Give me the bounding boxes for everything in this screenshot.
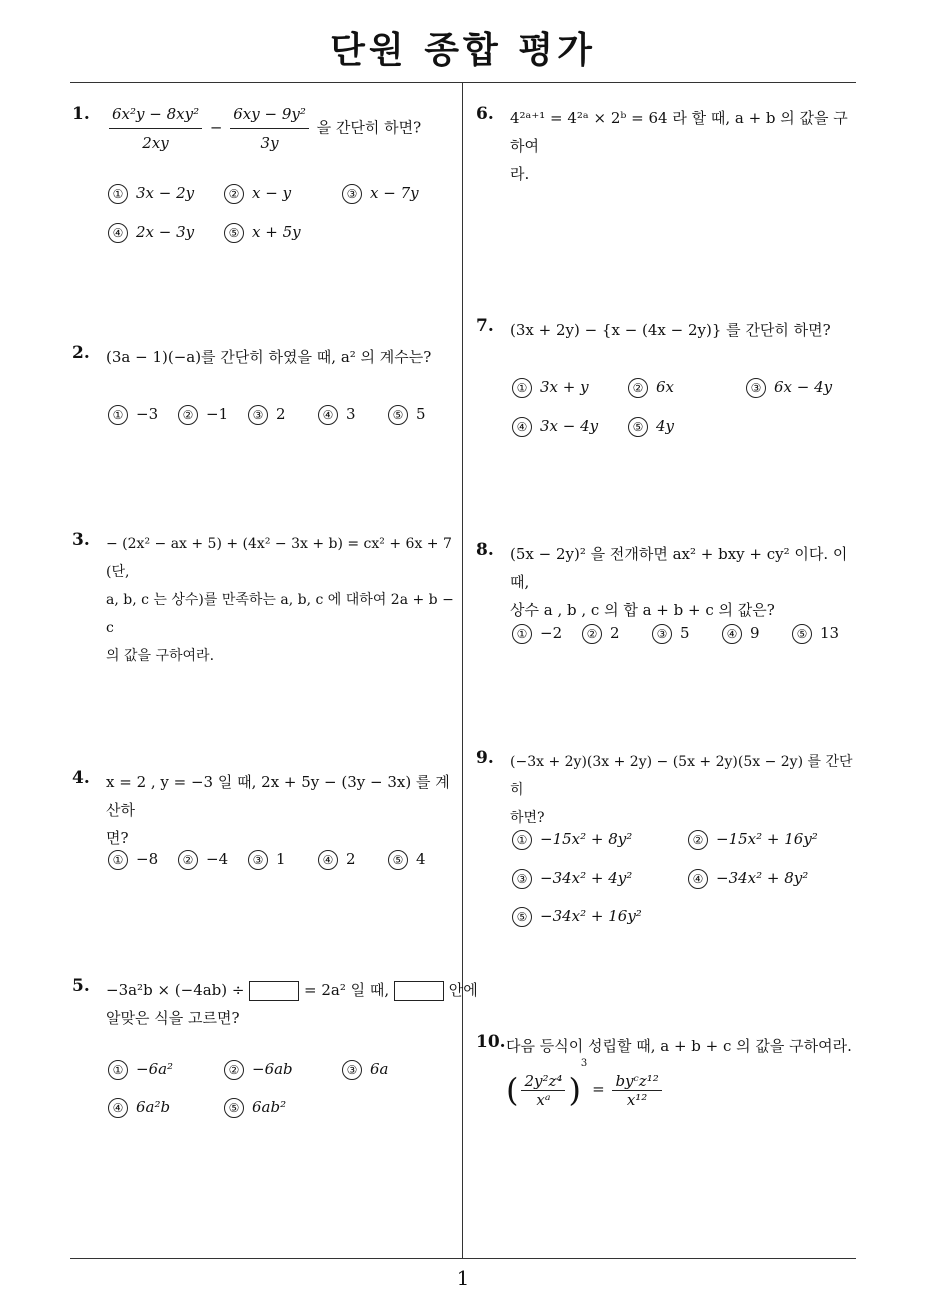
choice-text: −1 [206,405,229,423]
choice-1[interactable] [512,830,632,850]
choice-2[interactable] [582,624,620,644]
fraction [612,1072,661,1109]
question-body [106,100,421,157]
choice-mark: ⑤ [628,417,648,437]
question-line: (5x − 2y)² 을 전개하면 ax² + bxy + cy² 이다. 이때, [510,545,848,591]
choice-mark: ③ [248,850,268,870]
choice-mark: ④ [318,405,338,425]
choice-mark: ④ [512,417,532,437]
question-number: 3. [72,530,90,550]
question-line: 상수 a , b , c 의 합 a + b + c 의 값은? [510,601,775,619]
question-body [510,748,860,832]
denominator: 3y [260,134,279,152]
denominator: 2xy [142,134,169,152]
answer-blank-box [249,981,299,1001]
choice-mark: ⑤ [224,1098,244,1118]
question-body [510,104,860,188]
choice-3[interactable] [512,869,632,889]
choice-mark: ③ [746,378,766,398]
choice-mark: ⑤ [512,907,532,927]
denominator: xᵃ [536,1090,551,1109]
choice-4[interactable] [108,1098,170,1118]
question-number: 8. [476,540,494,560]
choice-2[interactable] [688,830,818,850]
choice-mark: ① [108,405,128,425]
question-number: 1. [72,104,90,124]
denominator: x¹² [626,1090,648,1109]
choice-text: 3x + y [540,378,589,396]
numerator: 6x²y − 8xy² [109,100,202,129]
choice-mark: ④ [108,1098,128,1118]
choice-mark: ④ [318,850,338,870]
question-line: − (2x² − ax + 5) + (4x² − 3x + b) = cx² + 6x + 7 (단, [106,536,452,580]
choice-3[interactable] [746,378,832,398]
question-body [106,530,456,670]
choice-mark: ③ [248,405,268,425]
choice-text: 6a [370,1060,389,1078]
question-line: 면? [106,829,129,847]
question-line: 알맞은 식을 고르면? [106,1009,240,1027]
question-text: (3x + 2y) − {x − (4x − 2y)} 를 간단히 하면? [510,321,831,339]
choice-4[interactable] [688,869,808,889]
choice-mark: ⑤ [224,223,244,243]
choice-3[interactable] [652,624,690,644]
question-line: x = 2 , y = −3 일 때, 2x + 5y − (3y − 3x) 를 계산하 [106,773,450,819]
question-text: 안에 [448,981,478,999]
choice-text: −2 [540,624,563,642]
choice-5[interactable] [224,1098,286,1118]
choice-text: 3 [346,405,356,423]
choice-text: −34x² + 16y² [540,907,642,925]
choice-3[interactable] [248,850,286,870]
choice-3[interactable] [248,405,286,425]
answer-blank-box [394,981,444,1001]
question-line: 의 값을 구하여라. [106,648,215,664]
question-line: 하면? [510,810,545,826]
question-number: 6. [476,104,494,124]
choice-mark: ① [108,1060,128,1080]
choice-text: 2 [610,624,620,642]
choice-1[interactable] [108,184,194,204]
question-line: (−3x + 2y)(3x + 2y) − (5x + 2y)(5x − 2y) 를 간단히 [510,754,853,798]
question-number: 2. [72,343,90,363]
equals-sign: = [592,1080,605,1098]
fraction [230,100,309,157]
choice-text: 4y [656,417,675,435]
fraction [109,100,202,157]
choice-2[interactable] [224,1060,293,1080]
choice-1[interactable] [512,378,589,398]
choice-mark: ⑤ [792,624,812,644]
choice-1[interactable] [512,624,562,644]
choice-text: 5 [416,405,426,423]
fraction [521,1072,565,1109]
right-paren: ) [568,1071,581,1109]
choice-text: −6a² [136,1060,174,1078]
choice-5[interactable] [388,405,426,425]
choice-mark: ⑤ [388,850,408,870]
choice-mark: ① [108,850,128,870]
choice-1[interactable] [108,405,158,425]
question-body [106,768,456,852]
choice-text: 6ab² [252,1098,287,1116]
choice-1[interactable] [108,850,158,870]
numerator: 2y²z⁴ [521,1072,565,1091]
choice-mark: ② [582,624,602,644]
choice-mark: ② [628,378,648,398]
question-line: 4²ᵃ⁺¹ = 4²ᵃ × 2ᵇ = 64 라 할 때, a + b 의 값을 구하여 [510,109,848,155]
choice-4[interactable] [318,850,356,870]
question-number: 10. [476,1032,506,1052]
question-number: 5. [72,976,90,996]
column-divider [462,83,463,1258]
choice-mark: ④ [688,869,708,889]
choice-mark: ③ [652,624,672,644]
equation [506,1058,665,1109]
choice-text: 5 [680,624,690,642]
question-line: a, b, c 는 상수)를 만족하는 a, b, c 에 대하여 2a + b − c [106,592,454,636]
choice-mark: ① [512,830,532,850]
question-text: (3a − 1)(−a)를 간단히 하였을 때, a² 의 계수는? [106,348,432,366]
question-number: 7. [476,316,494,336]
choice-text: −15x² + 8y² [540,830,633,848]
choice-text: −34x² + 8y² [716,869,809,887]
choice-4[interactable] [108,223,194,243]
question-text: 다음 등식이 성립할 때, a + b + c 의 값을 구하여라. [506,1037,852,1055]
choice-text: −34x² + 4y² [540,869,633,887]
operator: − [209,118,223,137]
choice-mark: ① [512,378,532,398]
choice-text: −3 [136,405,159,423]
choice-text: x + 5y [252,223,301,241]
choice-mark: ② [178,405,198,425]
question-number: 4. [72,768,90,788]
choice-text: x − y [252,184,292,202]
question-line: 라. [510,165,530,183]
choice-mark: ③ [512,869,532,889]
choice-text: 2x − 3y [136,223,195,241]
choice-text: −15x² + 16y² [716,830,818,848]
choice-text: 6x [656,378,675,396]
choice-mark: ② [178,850,198,870]
choice-2[interactable] [178,850,228,870]
choice-5[interactable] [628,417,674,437]
choice-4[interactable] [318,405,356,425]
choice-mark: ③ [342,184,362,204]
choice-text: 2 [346,850,356,868]
choice-2[interactable] [224,184,291,204]
choice-text: −8 [136,850,159,868]
exponent: 3 [580,1058,588,1069]
choice-text: 4 [416,850,426,868]
left-paren: ( [506,1071,519,1109]
choice-text: 3x − 4y [540,417,599,435]
numerator: 6xy − 9y² [230,100,309,129]
choice-text: 6x − 4y [774,378,833,396]
choice-4[interactable] [722,624,760,644]
question-text: 을 간단히 하면? [316,118,422,137]
choice-mark: ④ [108,223,128,243]
choice-2[interactable] [628,378,674,398]
choice-mark: ② [688,830,708,850]
choice-1[interactable] [108,1060,173,1080]
numerator: byᶜz¹² [612,1072,661,1091]
bottom-rule [70,1258,856,1259]
choice-text: 6a²b [136,1098,171,1116]
question-text: −3a²b × (−4ab) ÷ [106,981,245,999]
choice-text: −4 [206,850,229,868]
choice-5[interactable] [512,907,642,927]
choice-mark: ② [224,1060,244,1080]
choice-5[interactable] [792,624,839,644]
choice-mark: ③ [342,1060,362,1080]
question-number: 9. [476,748,494,768]
page-number: 1 [456,1266,470,1290]
choice-mark: ① [512,624,532,644]
choice-text: 9 [750,624,760,642]
top-rule [70,82,856,83]
choice-text: 3x − 2y [136,184,195,202]
choice-5[interactable] [224,223,301,243]
choice-mark: ① [108,184,128,204]
question-body [106,976,478,1032]
choice-3[interactable] [342,184,419,204]
choice-text: −6ab [252,1060,293,1078]
choice-text: 1 [276,850,286,868]
choice-text: 13 [820,624,840,642]
choice-mark: ⑤ [388,405,408,425]
page-title: 단원 종합 평가 [330,30,596,71]
choice-text: 2 [276,405,286,423]
choice-4[interactable] [512,417,598,437]
choice-mark: ② [224,184,244,204]
choice-5[interactable] [388,850,426,870]
question-body [510,540,860,624]
choice-text: x − 7y [370,184,419,202]
choice-2[interactable] [178,405,228,425]
question-text: = 2a² 일 때, [304,981,390,999]
choice-3[interactable] [342,1060,389,1080]
choice-mark: ④ [722,624,742,644]
